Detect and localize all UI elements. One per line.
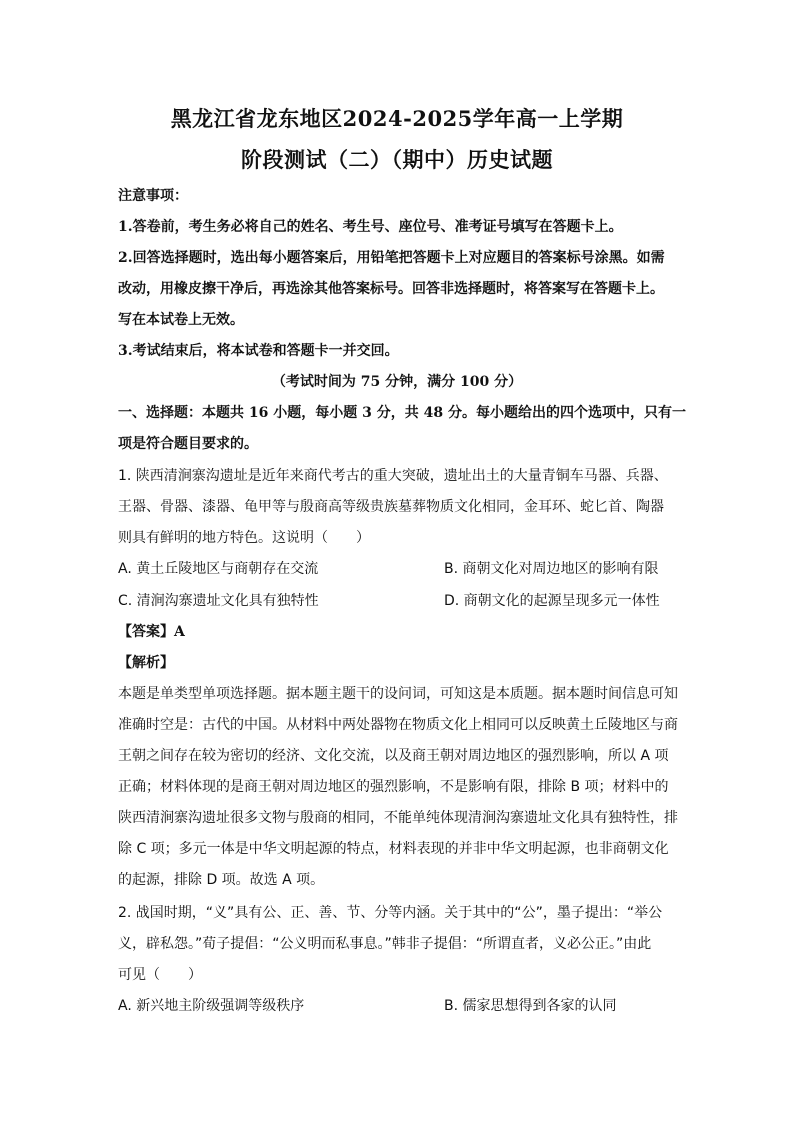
section-1-heading-line2: 项是符合题目要求的。 — [118, 436, 258, 452]
question-1-stem-line1: 1. 陕西清涧寨沟遗址是近年来商代考古的重大突破，遗址出土的大量青铜车马器、兵器、 — [118, 468, 668, 484]
question-2-option-a: A. 新兴地主阶级强调等级秩序 — [118, 998, 305, 1014]
question-1-answer: 【答案】A — [118, 624, 185, 640]
notice-item-2-line1: 2.回答选择题时，选出每小题答案后，用铅笔把答题卡上对应题目的答案标号涂黑。如需 — [118, 250, 665, 266]
exam-title-line1: 黑龙江省龙东地区2024-2025学年高一上学期 — [170, 106, 624, 131]
notice-item-2-line2: 改动，用橡皮擦干净后，再选涂其他答案标号。回答非选择题时，将答案写在答题卡上。 — [118, 281, 664, 297]
notice-item-2-line3: 写在本试卷上无效。 — [118, 312, 244, 328]
question-1-analysis-label: 【解析】 — [118, 655, 174, 671]
question-1-option-a: A. 黄土丘陵地区与商朝存在交流 — [118, 561, 319, 577]
question-2-stem-line1: 2. 战国时期，“义”具有公、正、善、节、分等内涵。关于其中的“公”，墨子提出：“举公 — [118, 905, 663, 921]
question-1-analysis-line2: 准确时空是：古代的中国。从材料中两处器物在物质文化上相同可以反映黄土丘陵地区与商 — [118, 717, 678, 733]
question-1-option-d: D. 商朝文化的起源呈现多元一体性 — [444, 593, 660, 609]
question-1-analysis-line4: 正确；材料体现的是商王朝对周边地区的强烈影响，不是影响有限，排除 B 项；材料中的 — [118, 779, 669, 795]
question-1-option-c: C. 清涧沟寨遗址文化具有独特性 — [118, 593, 319, 609]
question-1-analysis-line7: 的起源，排除 D 项。故选 A 项。 — [118, 872, 325, 888]
question-2-stem-line3: 可见（ ） — [118, 967, 202, 983]
question-1-stem-line3: 则具有鲜明的地方特色。这说明（ ） — [118, 530, 370, 546]
question-1-analysis-line3: 王朝之间存在较为密切的经济、文化交流，以及商王朝对周边地区的强烈影响，所以 A 项 — [118, 748, 669, 764]
exam-time-note: （考试时间为 75 分钟，满分 100 分） — [271, 374, 523, 390]
question-2-stem-line2: 义，辟私怨。”荀子提倡：“公义明而私事息。”韩非子提倡：“所谓直者，义必公正。”由此 — [118, 936, 652, 952]
section-1-heading-line1: 一、选择题：本题共 16 小题，每小题 3 分，共 48 分。每小题给出的四个选项中，只有一 — [118, 405, 686, 421]
notice-item-1: 1.答卷前，考生务必将自己的姓名、考生号、座位号、准考证号填写在答题卡上。 — [118, 219, 623, 235]
exam-title-line2: 阶段测试（二）（期中）历史试题 — [241, 147, 553, 172]
question-1-stem-line2: 王器、骨器、漆器、龟甲等与殷商高等级贵族墓葬物质文化相同，金耳环、蛇匕首、陶器 — [118, 499, 664, 515]
notice-item-3: 3.考试结束后，将本试卷和答题卡一并交回。 — [118, 343, 399, 359]
question-1-option-b: B. 商朝文化对周边地区的影响有限 — [444, 561, 659, 577]
question-1-analysis-line5: 陕西清涧寨沟遗址很多文物与殷商的相同，不能单纯体现清涧沟寨遗址文化具有独特性，排 — [118, 810, 678, 826]
question-1-analysis-line1: 本题是单类型单项选择题。据本题主题干的设问词，可知这是本质题。据本题时间信息可知 — [118, 686, 678, 702]
question-1-analysis-line6: 除 C 项；多元一体是中华文明起源的特点，材料表现的并非中华文明起源，也非商朝文化 — [118, 841, 669, 857]
question-2-option-b: B. 儒家思想得到各家的认同 — [444, 998, 617, 1014]
notice-heading: 注意事项： — [118, 188, 188, 204]
